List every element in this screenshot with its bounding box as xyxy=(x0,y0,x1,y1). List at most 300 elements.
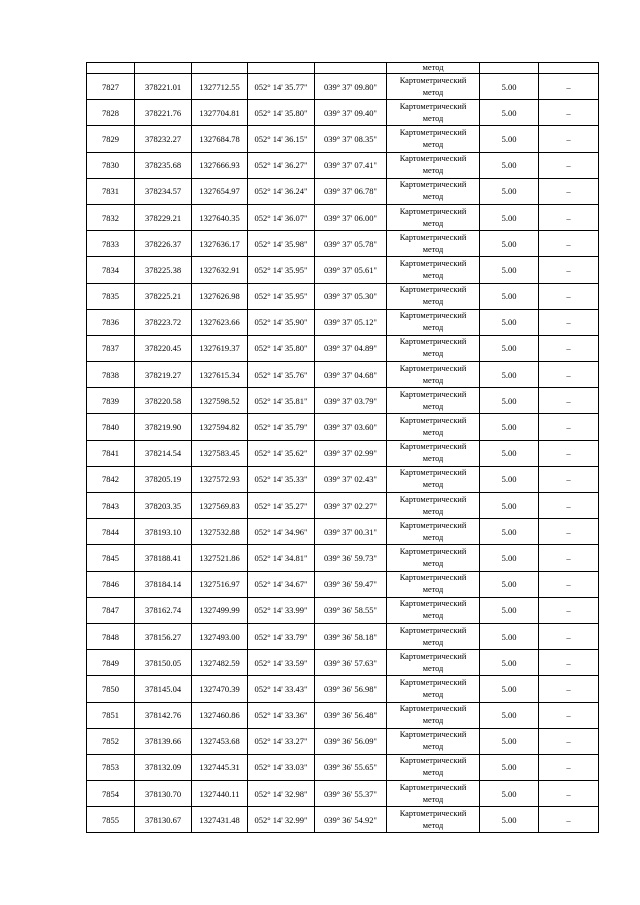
method-line-2: метод xyxy=(422,192,444,202)
cell-point-number: 7835 xyxy=(87,283,135,309)
cell-note: – xyxy=(539,519,599,545)
cell-longitude: 039° 37' 03.79" xyxy=(315,388,387,414)
table-body xyxy=(87,63,599,833)
cell-method xyxy=(387,100,480,126)
cell-y: 1327623.66 xyxy=(192,309,248,335)
method-line-2: метод xyxy=(422,768,444,778)
cell-accuracy: 5.00 xyxy=(480,807,539,833)
cell-longitude: 039° 37' 00.31" xyxy=(315,519,387,545)
cell-point-number: 7829 xyxy=(87,126,135,152)
cell-latitude: 052° 14' 33.99" xyxy=(248,597,315,623)
cell-x: 378156.27 xyxy=(135,623,192,649)
table-row xyxy=(87,283,599,309)
cell-note: – xyxy=(539,702,599,728)
cell-y: 1327684.78 xyxy=(192,126,248,152)
cell-note: – xyxy=(539,781,599,807)
cell-latitude: 052° 14' 33.43" xyxy=(248,676,315,702)
cell-method xyxy=(387,257,480,283)
cell-point-number: 7849 xyxy=(87,650,135,676)
cell-y: 1327440.11 xyxy=(192,781,248,807)
cell-method xyxy=(387,571,480,597)
cell-note: – xyxy=(539,204,599,230)
cell-longitude: 039° 37' 09.80" xyxy=(315,74,387,100)
cell-longitude: 039° 37' 03.60" xyxy=(315,414,387,440)
cell-x: 378162.74 xyxy=(135,597,192,623)
table-row xyxy=(87,545,599,571)
cell-x: 378145.04 xyxy=(135,676,192,702)
cell-latitude: 052° 14' 32.98" xyxy=(248,781,315,807)
cell-y: 1327532.88 xyxy=(192,519,248,545)
cell-accuracy: 5.00 xyxy=(480,781,539,807)
cell-x: 378223.72 xyxy=(135,309,192,335)
cell-point-number: 7836 xyxy=(87,309,135,335)
cell-x: 378225.21 xyxy=(135,283,192,309)
method-line-2: метод xyxy=(422,637,444,647)
cell-method xyxy=(387,702,480,728)
method-line-2: метод xyxy=(422,270,444,280)
cell-latitude: 052° 14' 36.24" xyxy=(248,178,315,204)
cell-y: 1327598.52 xyxy=(192,388,248,414)
cell-y: 1327499.99 xyxy=(192,597,248,623)
cell-x: 378220.45 xyxy=(135,335,192,361)
cell-longitude: 039° 36' 56.09" xyxy=(315,728,387,754)
cell-x: 378205.19 xyxy=(135,466,192,492)
cell-latitude: 052° 14' 35.76" xyxy=(248,362,315,388)
cell-method xyxy=(387,309,480,335)
cell-accuracy: 5.00 xyxy=(480,702,539,728)
cell-x: 378225.38 xyxy=(135,257,192,283)
method-line-1: Картометрический xyxy=(399,232,467,242)
cell-accuracy: 5.00 xyxy=(480,178,539,204)
cell-point-number: 7846 xyxy=(87,571,135,597)
cell-method xyxy=(387,74,480,100)
cell-y: 1327626.98 xyxy=(192,283,248,309)
cell-accuracy: 5.00 xyxy=(480,388,539,414)
table-row xyxy=(87,493,599,519)
cell-latitude: 052° 14' 35.33" xyxy=(248,466,315,492)
cell-accuracy: 5.00 xyxy=(480,362,539,388)
cell-accuracy xyxy=(480,63,539,74)
cell-note: – xyxy=(539,754,599,780)
table-row xyxy=(87,414,599,440)
cell-note: – xyxy=(539,676,599,702)
table-row xyxy=(87,362,599,388)
cell-method xyxy=(387,519,480,545)
cell-longitude: 039° 37' 06.78" xyxy=(315,178,387,204)
cell-point-number: 7840 xyxy=(87,414,135,440)
method-line-1: Картометрический xyxy=(399,206,467,216)
cell-method xyxy=(387,126,480,152)
cell-latitude: 052° 14' 33.03" xyxy=(248,754,315,780)
cell-method xyxy=(387,781,480,807)
cell-latitude: 052° 14' 35.77" xyxy=(248,74,315,100)
cell-longitude: 039° 36' 58.55" xyxy=(315,597,387,623)
method-line-2: метод xyxy=(422,820,444,830)
cell-note: – xyxy=(539,466,599,492)
method-line-2: метод xyxy=(422,689,444,699)
method-line-2: метод xyxy=(422,401,444,411)
method-line-1: Картометрический xyxy=(399,599,467,609)
cell-latitude: 052° 14' 35.90" xyxy=(248,309,315,335)
method-line-2: метод xyxy=(422,375,444,385)
method-line-1: Картометрический xyxy=(399,730,467,740)
cell-point-number: 7852 xyxy=(87,728,135,754)
cell-point-number: 7837 xyxy=(87,335,135,361)
method-line-2: метод xyxy=(422,323,444,333)
cell-accuracy: 5.00 xyxy=(480,257,539,283)
method-line-1: Картометрический xyxy=(399,677,467,687)
cell-method xyxy=(387,283,480,309)
cell-note: – xyxy=(539,623,599,649)
cell-accuracy: 5.00 xyxy=(480,597,539,623)
method-line-2: метод xyxy=(422,454,444,464)
method-line-2: метод xyxy=(422,611,444,621)
cell-point-number: 7853 xyxy=(87,754,135,780)
cell-latitude: 052° 14' 35.80" xyxy=(248,100,315,126)
cell-note: – xyxy=(539,545,599,571)
table-row xyxy=(87,178,599,204)
cell-point-number: 7832 xyxy=(87,204,135,230)
method-line-1: Картометрический xyxy=(399,494,467,504)
method-line-1: Картометрический xyxy=(399,442,467,452)
table-row xyxy=(87,676,599,702)
method-line-2: метод xyxy=(422,716,444,726)
cell-accuracy: 5.00 xyxy=(480,335,539,361)
cell-note: – xyxy=(539,100,599,126)
cell-latitude: 052° 14' 34.81" xyxy=(248,545,315,571)
cell-longitude: 039° 36' 55.65" xyxy=(315,754,387,780)
cell-point-number xyxy=(87,63,135,74)
cell-x: 378184.14 xyxy=(135,571,192,597)
cell-latitude: 052° 14' 35.62" xyxy=(248,440,315,466)
cell-note: – xyxy=(539,126,599,152)
table-row xyxy=(87,152,599,178)
cell-longitude: 039° 37' 05.12" xyxy=(315,309,387,335)
cell-point-number: 7828 xyxy=(87,100,135,126)
cell-longitude: 039° 36' 58.18" xyxy=(315,623,387,649)
cell-latitude: 052° 14' 35.27" xyxy=(248,493,315,519)
cell-accuracy: 5.00 xyxy=(480,493,539,519)
cell-accuracy: 5.00 xyxy=(480,152,539,178)
method-line-1: Картометрический xyxy=(399,468,467,478)
cell-latitude xyxy=(248,63,315,74)
method-line-1: Картометрический xyxy=(399,651,467,661)
cell-point-number: 7841 xyxy=(87,440,135,466)
cell-point-number: 7842 xyxy=(87,466,135,492)
cell-longitude: 039° 37' 08.35" xyxy=(315,126,387,152)
cell-y: 1327569.83 xyxy=(192,493,248,519)
cell-method xyxy=(387,754,480,780)
cell-method xyxy=(387,362,480,388)
cell-y: 1327516.97 xyxy=(192,571,248,597)
cell-accuracy: 5.00 xyxy=(480,309,539,335)
cell-note: – xyxy=(539,571,599,597)
method-line-1: Картометрический xyxy=(399,180,467,190)
method-line-1: Картометрический xyxy=(399,625,467,635)
cell-point-number: 7855 xyxy=(87,807,135,833)
method-line-1: Картометрический xyxy=(399,704,467,714)
cell-y: 1327572.93 xyxy=(192,466,248,492)
cell-point-number: 7834 xyxy=(87,257,135,283)
cell-x: 378150.05 xyxy=(135,650,192,676)
method-line-2: метод xyxy=(422,558,444,568)
cell-method xyxy=(387,807,480,833)
cell-x: 378139.66 xyxy=(135,728,192,754)
method-line-2: метод xyxy=(422,428,444,438)
cell-method xyxy=(387,466,480,492)
cell-y: 1327640.35 xyxy=(192,204,248,230)
cell-note: – xyxy=(539,231,599,257)
method-line-2: метод xyxy=(422,663,444,673)
cell-method xyxy=(387,545,480,571)
cell-method xyxy=(387,440,480,466)
cell-y: 1327619.37 xyxy=(192,335,248,361)
table-row xyxy=(87,440,599,466)
method-line-1: Картометрический xyxy=(399,416,467,426)
method-line-2: метод xyxy=(422,742,444,752)
cell-x: 378219.27 xyxy=(135,362,192,388)
cell-method xyxy=(387,493,480,519)
cell-latitude: 052° 14' 35.81" xyxy=(248,388,315,414)
table-row xyxy=(87,597,599,623)
cell-method xyxy=(387,231,480,257)
method-line-1: Картометрический xyxy=(399,101,467,111)
cell-y: 1327615.34 xyxy=(192,362,248,388)
cell-accuracy: 5.00 xyxy=(480,676,539,702)
cell-y: 1327666.93 xyxy=(192,152,248,178)
cell-latitude: 052° 14' 33.79" xyxy=(248,623,315,649)
method-line-2: метод xyxy=(422,480,444,490)
cell-accuracy: 5.00 xyxy=(480,728,539,754)
table-row xyxy=(87,650,599,676)
cell-longitude: 039° 37' 05.61" xyxy=(315,257,387,283)
cell-note: – xyxy=(539,257,599,283)
cell-x: 378220.58 xyxy=(135,388,192,414)
method-line-2: метод xyxy=(422,532,444,542)
cell-latitude: 052° 14' 33.59" xyxy=(248,650,315,676)
cell-latitude: 052° 14' 35.79" xyxy=(248,414,315,440)
table-row xyxy=(87,388,599,414)
cell-latitude: 052° 14' 33.36" xyxy=(248,702,315,728)
cell-accuracy: 5.00 xyxy=(480,519,539,545)
cell-longitude: 039° 37' 05.78" xyxy=(315,231,387,257)
cell-x: 378234.57 xyxy=(135,178,192,204)
cell-longitude: 039° 36' 59.47" xyxy=(315,571,387,597)
method-line-1: Картометрический xyxy=(399,75,467,85)
method-line-2: метод xyxy=(422,349,444,359)
cell-y xyxy=(192,63,248,74)
cell-longitude: 039° 36' 54.92" xyxy=(315,807,387,833)
cell-longitude: 039° 37' 09.40" xyxy=(315,100,387,126)
cell-longitude: 039° 36' 59.73" xyxy=(315,545,387,571)
table-row xyxy=(87,126,599,152)
cell-note: – xyxy=(539,152,599,178)
cell-method xyxy=(387,650,480,676)
table-row xyxy=(87,781,599,807)
method-line-2: метод xyxy=(422,87,444,97)
cell-longitude xyxy=(315,63,387,74)
method-line-2: метод xyxy=(422,139,444,149)
cell-x: 378221.76 xyxy=(135,100,192,126)
cell-latitude: 052° 14' 36.15" xyxy=(248,126,315,152)
cell-accuracy: 5.00 xyxy=(480,204,539,230)
cell-longitude: 039° 37' 06.00" xyxy=(315,204,387,230)
method-line-1: Картометрический xyxy=(399,756,467,766)
cell-accuracy: 5.00 xyxy=(480,126,539,152)
cell-latitude: 052° 14' 35.95" xyxy=(248,257,315,283)
cell-x: 378219.90 xyxy=(135,414,192,440)
method-line-2: метод xyxy=(422,244,444,254)
table-row xyxy=(87,702,599,728)
cell-y: 1327470.39 xyxy=(192,676,248,702)
cell-point-number: 7831 xyxy=(87,178,135,204)
method-line-2: метод xyxy=(422,218,444,228)
method-line-1: Картометрический xyxy=(399,808,467,818)
cell-x: 378221.01 xyxy=(135,74,192,100)
cell-point-number: 7830 xyxy=(87,152,135,178)
method-line-1: Картометрический xyxy=(399,389,467,399)
cell-y: 1327636.17 xyxy=(192,231,248,257)
cell-method xyxy=(387,676,480,702)
cell-accuracy: 5.00 xyxy=(480,466,539,492)
cell-note xyxy=(539,63,599,74)
cell-latitude: 052° 14' 35.80" xyxy=(248,335,315,361)
cell-latitude: 052° 14' 35.98" xyxy=(248,231,315,257)
cell-note: – xyxy=(539,597,599,623)
method-line-1: Картометрический xyxy=(399,311,467,321)
cell-point-number: 7844 xyxy=(87,519,135,545)
cell-latitude: 052° 14' 36.27" xyxy=(248,152,315,178)
cell-x xyxy=(135,63,192,74)
cell-note: – xyxy=(539,178,599,204)
cell-method xyxy=(387,728,480,754)
cell-note: – xyxy=(539,807,599,833)
cell-latitude: 052° 14' 32.99" xyxy=(248,807,315,833)
cell-longitude: 039° 37' 02.27" xyxy=(315,493,387,519)
method-line-1: Картометрический xyxy=(399,154,467,164)
cell-method xyxy=(387,414,480,440)
cell-x: 378229.21 xyxy=(135,204,192,230)
cell-point-number: 7851 xyxy=(87,702,135,728)
cell-y: 1327482.59 xyxy=(192,650,248,676)
cell-note: – xyxy=(539,728,599,754)
cell-accuracy: 5.00 xyxy=(480,571,539,597)
cell-note: – xyxy=(539,335,599,361)
table-row xyxy=(87,74,599,100)
cell-x: 378214.54 xyxy=(135,440,192,466)
cell-y: 1327712.55 xyxy=(192,74,248,100)
cell-point-number: 7838 xyxy=(87,362,135,388)
cell-x: 378232.27 xyxy=(135,126,192,152)
cell-longitude: 039° 37' 05.30" xyxy=(315,283,387,309)
cell-y: 1327654.97 xyxy=(192,178,248,204)
cell-point-number: 7827 xyxy=(87,74,135,100)
cell-longitude: 039° 37' 07.41" xyxy=(315,152,387,178)
cell-accuracy: 5.00 xyxy=(480,283,539,309)
method-line-1: Картометрический xyxy=(399,782,467,792)
method-line-1: Картометрический xyxy=(399,285,467,295)
table-row xyxy=(87,309,599,335)
method-line-2: метод xyxy=(422,585,444,595)
cell-note: – xyxy=(539,362,599,388)
cell-accuracy: 5.00 xyxy=(480,100,539,126)
cell-note: – xyxy=(539,283,599,309)
method-line-1: Картометрический xyxy=(399,546,467,556)
table-row xyxy=(87,728,599,754)
cell-accuracy: 5.00 xyxy=(480,440,539,466)
coordinates-table xyxy=(86,62,599,833)
cell-point-number: 7843 xyxy=(87,493,135,519)
cell-longitude: 039° 36' 55.37" xyxy=(315,781,387,807)
table-row xyxy=(87,335,599,361)
method-line-1: Картометрический xyxy=(399,520,467,530)
cell-method xyxy=(387,204,480,230)
cell-point-number: 7833 xyxy=(87,231,135,257)
method-line-1: Картометрический xyxy=(399,258,467,268)
cell-x: 378188.41 xyxy=(135,545,192,571)
method-line-1: Картометрический xyxy=(399,127,467,137)
cell-y: 1327521.86 xyxy=(192,545,248,571)
cell-point-number: 7845 xyxy=(87,545,135,571)
cell-accuracy: 5.00 xyxy=(480,623,539,649)
cell-accuracy: 5.00 xyxy=(480,414,539,440)
cell-note: – xyxy=(539,414,599,440)
table-row xyxy=(87,623,599,649)
cell-latitude: 052° 14' 34.67" xyxy=(248,571,315,597)
method-line-2: метод xyxy=(422,794,444,804)
table-row xyxy=(87,466,599,492)
cell-note: – xyxy=(539,493,599,519)
method-line-2: метод xyxy=(422,113,444,123)
cell-method: метод xyxy=(387,63,480,74)
cell-y: 1327431.48 xyxy=(192,807,248,833)
table-row xyxy=(87,204,599,230)
cell-x: 378130.70 xyxy=(135,781,192,807)
cell-x: 378132.09 xyxy=(135,754,192,780)
cell-note: – xyxy=(539,309,599,335)
cell-longitude: 039° 37' 02.99" xyxy=(315,440,387,466)
continuation-row xyxy=(87,63,599,74)
cell-x: 378203.35 xyxy=(135,493,192,519)
cell-longitude: 039° 37' 02.43" xyxy=(315,466,387,492)
cell-y: 1327445.31 xyxy=(192,754,248,780)
cell-y: 1327493.00 xyxy=(192,623,248,649)
cell-longitude: 039° 37' 04.89" xyxy=(315,335,387,361)
cell-longitude: 039° 36' 57.63" xyxy=(315,650,387,676)
cell-longitude: 039° 36' 56.98" xyxy=(315,676,387,702)
cell-y: 1327453.68 xyxy=(192,728,248,754)
cell-method xyxy=(387,623,480,649)
cell-latitude: 052° 14' 34.96" xyxy=(248,519,315,545)
cell-longitude: 039° 36' 56.48" xyxy=(315,702,387,728)
cell-accuracy: 5.00 xyxy=(480,74,539,100)
cell-point-number: 7839 xyxy=(87,388,135,414)
cell-accuracy: 5.00 xyxy=(480,545,539,571)
cell-x: 378130.67 xyxy=(135,807,192,833)
cell-longitude: 039° 37' 04.68" xyxy=(315,362,387,388)
cell-method xyxy=(387,152,480,178)
method-line-1: Картометрический xyxy=(399,337,467,347)
cell-x: 378226.37 xyxy=(135,231,192,257)
method-line-1: Картометрический xyxy=(399,363,467,373)
cell-latitude: 052° 14' 36.07" xyxy=(248,204,315,230)
cell-note: – xyxy=(539,388,599,414)
table-row xyxy=(87,807,599,833)
cell-point-number: 7850 xyxy=(87,676,135,702)
table-row xyxy=(87,754,599,780)
cell-point-number: 7848 xyxy=(87,623,135,649)
cell-y: 1327460.86 xyxy=(192,702,248,728)
